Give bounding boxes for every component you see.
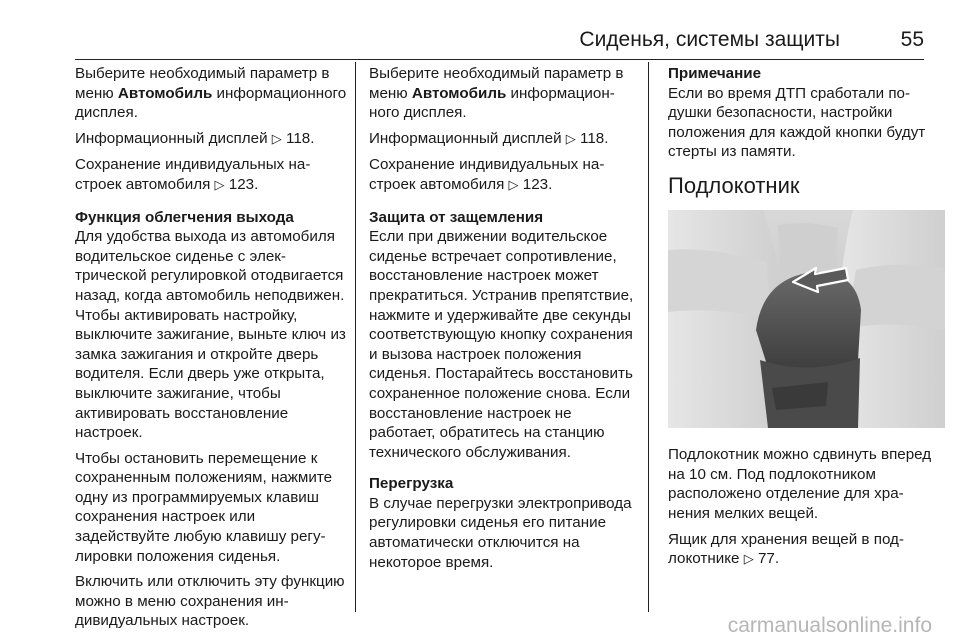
column-1 [75, 64, 350, 637]
paragraph: Если при движении водительское сиденье встречает сопротивление, восстановление настроек может прекратиться. Устранив препятствие, нажмите и удерживайте две секунды соответствующую кнопку сохранения и вызова настроек положения сиденья. Постарайтесь восстановить сохраненное положение снова. Если восстановление настроек не работает, обратитесь на станцию технического обслуживания. [369, 228, 634, 461]
triangle-right-icon: ▷ [508, 177, 519, 193]
menu-name: Автомобиль [411, 84, 507, 102]
note-heading: Примечание [668, 65, 762, 82]
cross-reference[interactable]: Ящик для хранения вещей в подлокотнике ▷ 77. [668, 530, 904, 568]
section-title: Подлокотник [668, 172, 800, 198]
watermark: carmanualsonline.info [727, 614, 932, 637]
cross-reference[interactable]: Информационный дисплей ▷ 118. [369, 129, 609, 147]
column-divider-2 [648, 62, 649, 612]
armrest-photo [668, 210, 945, 428]
paragraph: Чтобы остановить перемещение к сохраненным положениям, нажмите одну из программируемых клавиш сохранения настроек или задействуйте любую клавишу регулировки положения сиденья. [75, 449, 333, 565]
triangle-right-icon: ▷ [565, 131, 576, 147]
section-heading: Перегрузка [369, 475, 454, 493]
cross-reference[interactable]: Сохранение индивидуальных настроек автомобиля ▷ 123. [369, 156, 605, 193]
paragraph: Для удобства выхода из автомобиля водительское сиденье с электрической регулировкой отодвигается назад, когда автомобиль неподвижен. Чтобы активировать настройку, выключите зажигание, выньте ключ из замка зажигания и откройте дверь водителя. Если дверь уже открыта, выключите зажигание, чтобы активировать восстановление настроек. [75, 228, 346, 442]
page-header [75, 26, 924, 58]
paragraph: Подлокотник можно сдвинуть вперед на 10 см. Под подлокотником расположено отделение для хранения мелких вещей. [668, 446, 932, 522]
page-title: Сиденья, системы защиты [579, 28, 840, 51]
paragraph: В случае перегрузки электропривода регулировки сиденья его питание автоматически отключится на некоторое время. [369, 494, 632, 571]
menu-name: Автомобиль [117, 84, 213, 102]
cross-reference[interactable]: Информационный дисплей ▷ 118. [75, 129, 315, 147]
column-2 [369, 64, 637, 578]
column-divider-1 [355, 62, 356, 612]
paragraph: Выберите необходимый параметр в меню Автомобиль информационного дисплея. [75, 65, 347, 122]
triangle-right-icon: ▷ [271, 131, 282, 147]
note-text: Если во время ДТП сработали подушки безопасности, настройки положения для каждой кнопки будут стерты из памяти. [668, 84, 926, 161]
triangle-right-icon: ▷ [743, 552, 754, 568]
page-number: 55 [900, 28, 924, 51]
header-divider [75, 59, 924, 60]
paragraph: Выберите необходимый параметр в меню Автомобиль информационного дисплея. [369, 65, 624, 122]
triangle-right-icon: ▷ [214, 177, 225, 193]
column-3 [668, 64, 938, 576]
section-heading: Защита от защемления [369, 208, 544, 226]
cross-reference[interactable]: Сохранение индивидуальных настроек автомобиля ▷ 123. [75, 156, 311, 193]
paragraph: Включить или отключить эту функцию можно в меню сохранения индивидуальных настроек. [75, 573, 345, 630]
section-heading: Функция облегчения выхода [75, 208, 294, 226]
